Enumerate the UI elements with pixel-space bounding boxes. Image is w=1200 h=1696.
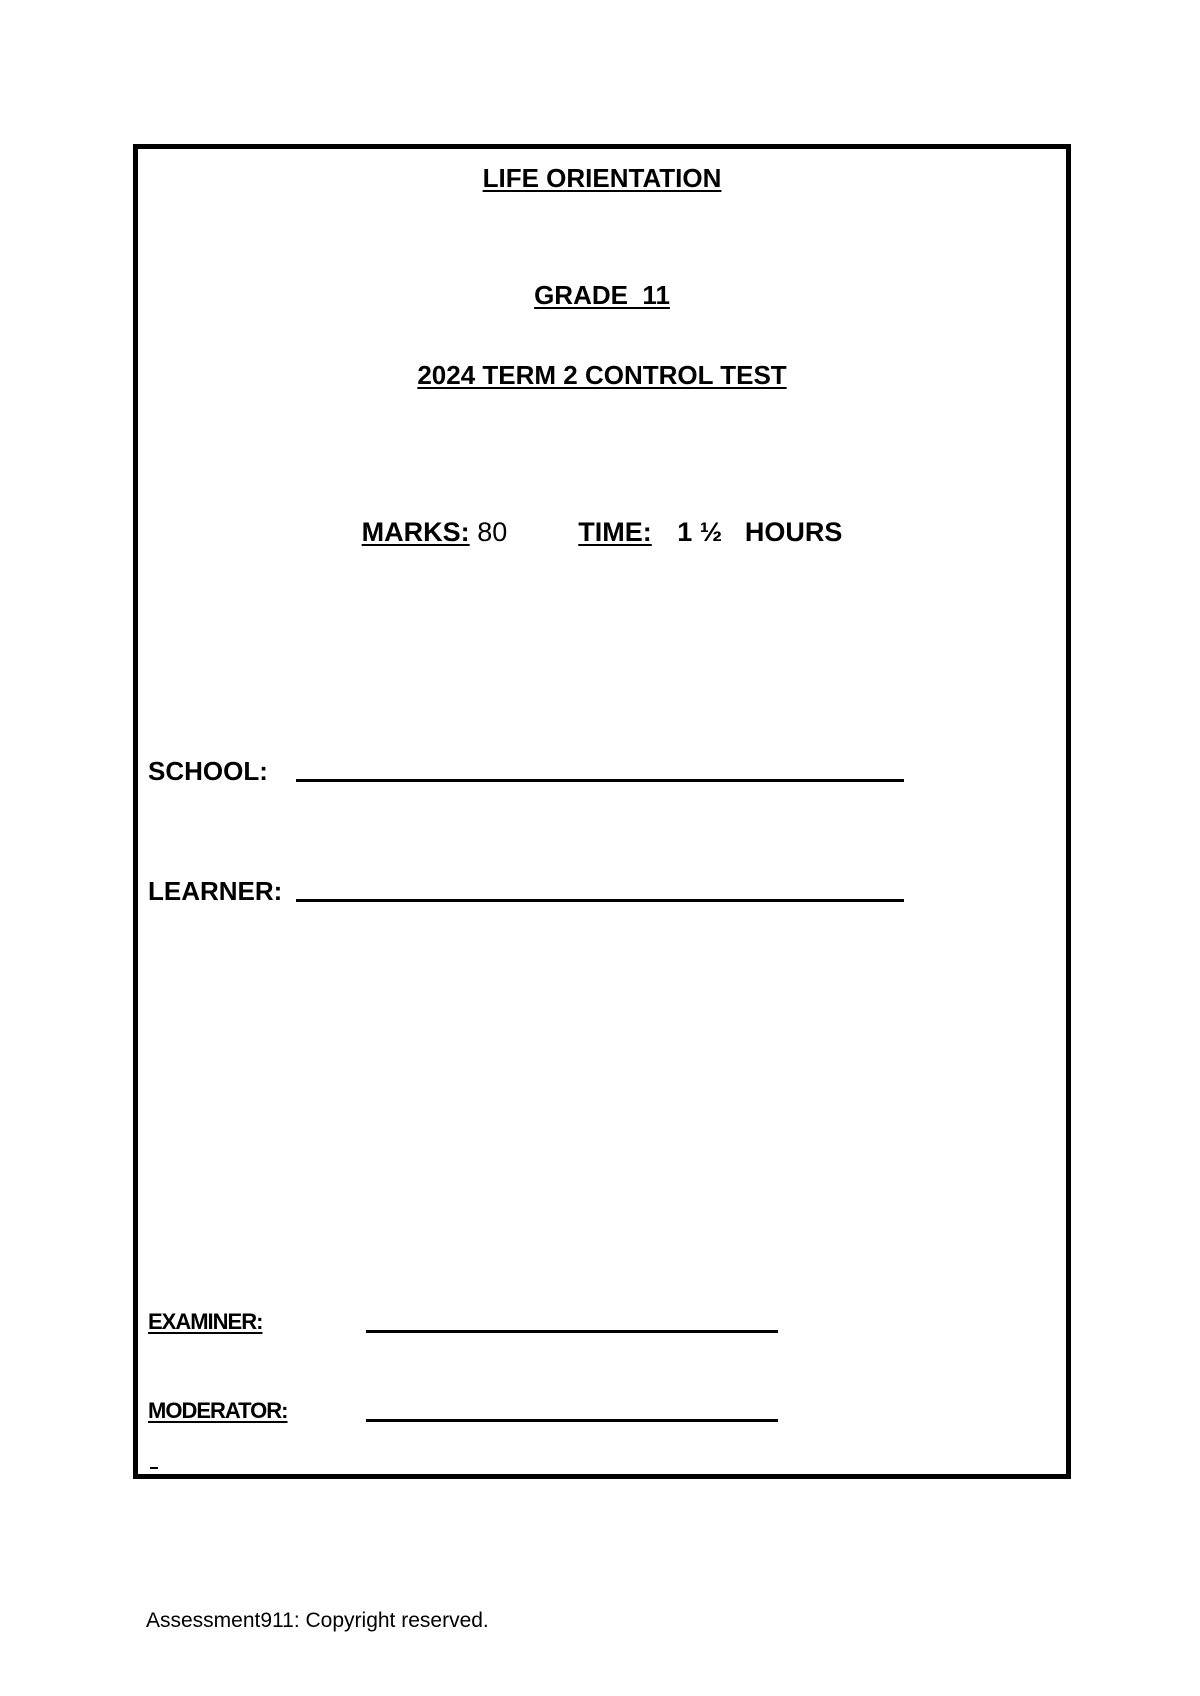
test-name-heading bbox=[138, 360, 1066, 390]
school-label: SCHOOL: bbox=[148, 756, 268, 786]
examiner-label: EXAMINER: bbox=[148, 1309, 263, 1334]
copyright-footer: Assessment911: Copyright reserved. bbox=[146, 1609, 489, 1632]
school-field[interactable] bbox=[148, 756, 904, 786]
marks-time-row bbox=[138, 516, 1066, 548]
marks-value: 80 bbox=[477, 517, 508, 547]
learner-field[interactable] bbox=[148, 876, 904, 906]
grade-heading-text: GRADE 11 bbox=[534, 280, 670, 310]
subject-title-text: LIFE ORIENTATION bbox=[482, 163, 722, 193]
cover-border-box bbox=[133, 144, 1071, 1479]
examiner-field[interactable] bbox=[148, 1309, 778, 1335]
learner-label: LEARNER: bbox=[148, 876, 283, 906]
time-label: TIME: bbox=[578, 517, 652, 547]
time-value: 1 ½ HOURS bbox=[677, 517, 843, 547]
test-name-text: 2024 TERM 2 CONTROL TEST bbox=[417, 360, 787, 390]
school-write-line[interactable] bbox=[296, 779, 904, 782]
learner-write-line[interactable] bbox=[296, 899, 904, 902]
moderator-label: MODERATOR: bbox=[148, 1398, 288, 1423]
marks-label: MARKS: bbox=[361, 517, 470, 547]
stray-underline-mark bbox=[150, 1467, 158, 1469]
moderator-signature-line[interactable] bbox=[366, 1419, 778, 1422]
moderator-field[interactable] bbox=[148, 1398, 778, 1424]
examiner-signature-line[interactable] bbox=[366, 1330, 778, 1333]
grade-heading bbox=[138, 280, 1066, 310]
subject-title bbox=[138, 163, 1066, 193]
